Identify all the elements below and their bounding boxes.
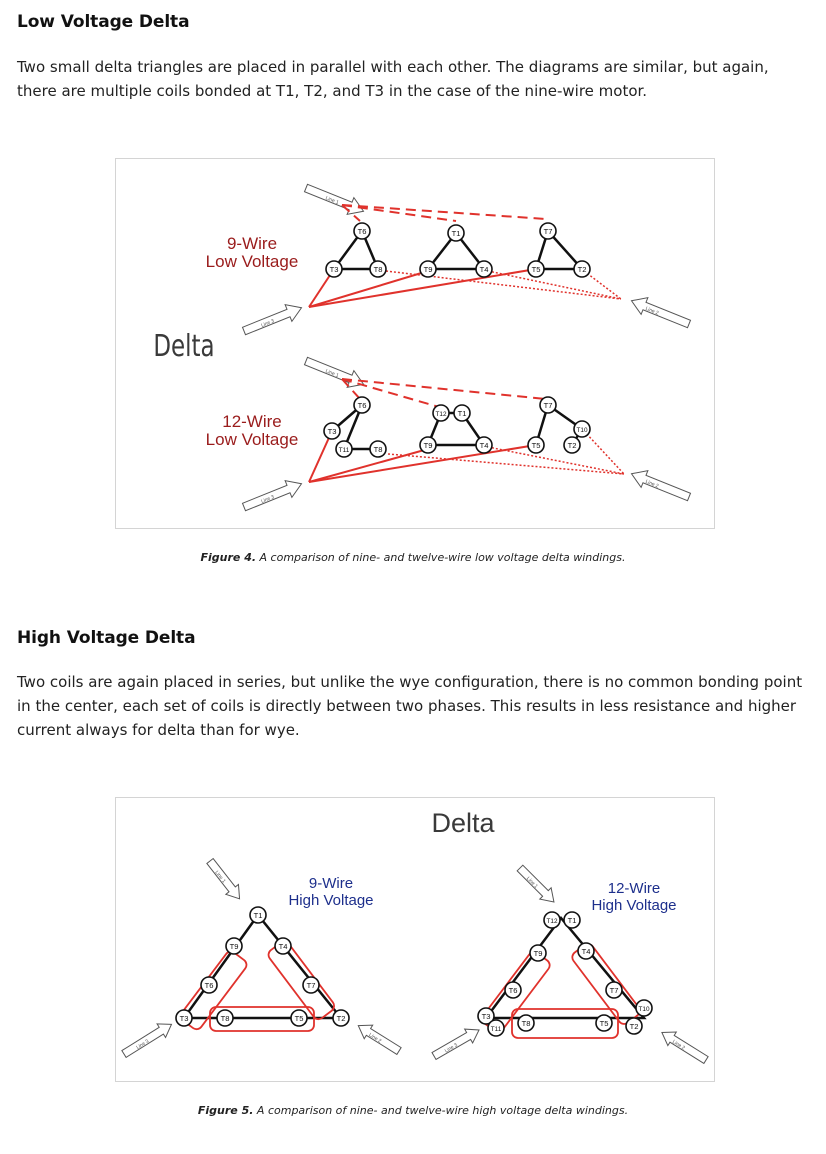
- fig4-top-label-2: Low Voltage: [205, 252, 299, 271]
- section-paragraph-low-voltage: Two small delta triangles are placed in parallel with each other. The diagrams are similar, but again, there are multiple coils bonded at T1, T2, and T3 in the case of the nine-wire motor.: [17, 58, 769, 100]
- fig5-left-terminals: [176, 907, 349, 1026]
- section-heading-low-voltage-delta: Low Voltage Delta: [17, 12, 190, 32]
- terminal-t11-label: T11: [490, 1025, 502, 1033]
- terminal-t5-label: T5: [531, 264, 541, 274]
- terminal-t7-label: T7: [543, 226, 553, 236]
- fig5-right-triangle: [486, 915, 644, 1018]
- terminal-t4-label: T4: [278, 941, 288, 951]
- fig5-right-line2-arrow: Line 2: [671, 1039, 686, 1052]
- terminal-t8-label: T8: [220, 1013, 230, 1023]
- fig4-bottom-line3-arrow: Line 3: [260, 494, 276, 505]
- terminal-t7-label: T7: [609, 985, 619, 995]
- fig4-top-label-1: 9-Wire: [226, 234, 278, 253]
- figure-4-caption: [0, 551, 826, 564]
- fig5-left-triangle: [184, 915, 341, 1018]
- figure-5-caption-text: A comparison of nine- and twelve-wire high voltage delta windings.: [253, 1104, 629, 1117]
- figure-5-title: Delta: [431, 808, 495, 838]
- terminal-t1-label: T1: [567, 915, 577, 925]
- figure-5-svg: [116, 798, 714, 1081]
- figure-5-diagram: [115, 797, 715, 1082]
- figure-4-caption-label: Figure 4.: [200, 551, 257, 564]
- terminal-t6-label: T6: [508, 985, 518, 995]
- figure-4-caption-text: A comparison of nine- and twelve-wire low voltage delta windings.: [256, 551, 626, 564]
- terminal-t3-label: T3: [329, 264, 339, 274]
- fig4-top-connections: [309, 205, 621, 307]
- terminal-t2-label: T2: [567, 440, 577, 450]
- terminal-t1-label: T1: [253, 910, 263, 920]
- terminal-t5-label: T5: [294, 1013, 304, 1023]
- terminal-t1-label: T1: [457, 408, 467, 418]
- terminal-t2-label: T2: [577, 264, 587, 274]
- terminal-t4-label: T4: [479, 440, 489, 450]
- fig5-right-label-1: 12-Wire: [607, 880, 661, 897]
- terminal-t9-label: T9: [423, 440, 433, 450]
- terminal-t11-label: T11: [338, 446, 350, 454]
- fig5-right-line1-arrow: Line 1: [524, 875, 539, 890]
- terminal-t8-label: T8: [373, 444, 383, 454]
- terminal-t3-label: T3: [481, 1011, 491, 1021]
- terminal-t9-label: T9: [533, 948, 543, 958]
- terminal-t9-label: T9: [229, 941, 239, 951]
- fig4-bottom-label-1: 12-Wire: [222, 412, 282, 431]
- terminal-t2-label: T2: [629, 1021, 639, 1031]
- terminal-t6-label: T6: [204, 980, 214, 990]
- fig4-top-line1-arrow: Line 1: [324, 195, 340, 206]
- fig4-top-line3-arrow: Line 3: [260, 318, 276, 329]
- section-paragraph-high-voltage: Two coils are again placed in series, but unlike the wye configuration, there is no common bonding point in the center, each set of coils is directly between two phases. This results in less resistance and higher current always for delta than for wye.: [17, 673, 803, 739]
- terminal-t10-label: T10: [638, 1005, 650, 1013]
- figure-4-diagram: [115, 158, 715, 529]
- terminal-t8-label: T8: [521, 1018, 531, 1028]
- fig4-bottom-line2-arrow: Line 2: [644, 478, 660, 490]
- fig5-right-line3-arrow: Line 3: [443, 1042, 459, 1055]
- terminal-t4-label: T4: [479, 264, 489, 274]
- terminal-t3-label: T3: [179, 1013, 189, 1023]
- section-heading-high-voltage-delta: High Voltage Delta: [17, 628, 196, 648]
- fig4-bottom-line1-arrow: Line 1: [324, 368, 340, 379]
- terminal-t1-label: T1: [451, 228, 461, 238]
- terminal-t7-label: T7: [306, 980, 316, 990]
- terminal-t2-label: T2: [336, 1013, 346, 1023]
- terminal-t5-label: T5: [599, 1018, 609, 1028]
- fig5-left-label-2: High Voltage: [288, 892, 374, 909]
- terminal-t3-label: T3: [327, 426, 337, 436]
- fig5-right-arrows: [430, 862, 710, 1066]
- fig5-right-label-2: High Voltage: [591, 897, 677, 914]
- terminal-t8-label: T8: [373, 264, 383, 274]
- terminal-t10-label: T10: [576, 426, 588, 434]
- figure-5-caption: [0, 1104, 826, 1117]
- fig4-top-line2-arrow: Line 2: [644, 305, 660, 317]
- figure-5-caption-label: Figure 5.: [197, 1104, 254, 1117]
- terminal-t6-label: T6: [357, 226, 367, 236]
- terminal-t7-label: T7: [543, 400, 553, 410]
- fig5-left-label-1: 9-Wire: [308, 875, 354, 892]
- terminal-t5-label: T5: [531, 440, 541, 450]
- terminal-t12-label: T12: [435, 410, 447, 418]
- terminal-t12-label: T12: [546, 917, 558, 925]
- fig4-top-arrows: [241, 180, 693, 340]
- terminal-t9-label: T9: [423, 264, 433, 274]
- fig4-bottom-label-2: Low Voltage: [205, 430, 299, 449]
- terminal-t4-label: T4: [581, 946, 591, 956]
- fig5-left-line2-arrow: Line 2: [367, 1032, 383, 1045]
- fig5-left-arrows: [120, 856, 403, 1061]
- fig5-left-line1-arrow: Line 1: [213, 869, 227, 885]
- figure-4-title: Delta: [153, 327, 215, 364]
- fig5-left-line3-arrow: Line 3: [135, 1038, 151, 1051]
- terminal-t6-label: T6: [357, 400, 367, 410]
- fig4-bottom-arrows: [241, 353, 693, 516]
- figure-4-svg: [116, 159, 714, 528]
